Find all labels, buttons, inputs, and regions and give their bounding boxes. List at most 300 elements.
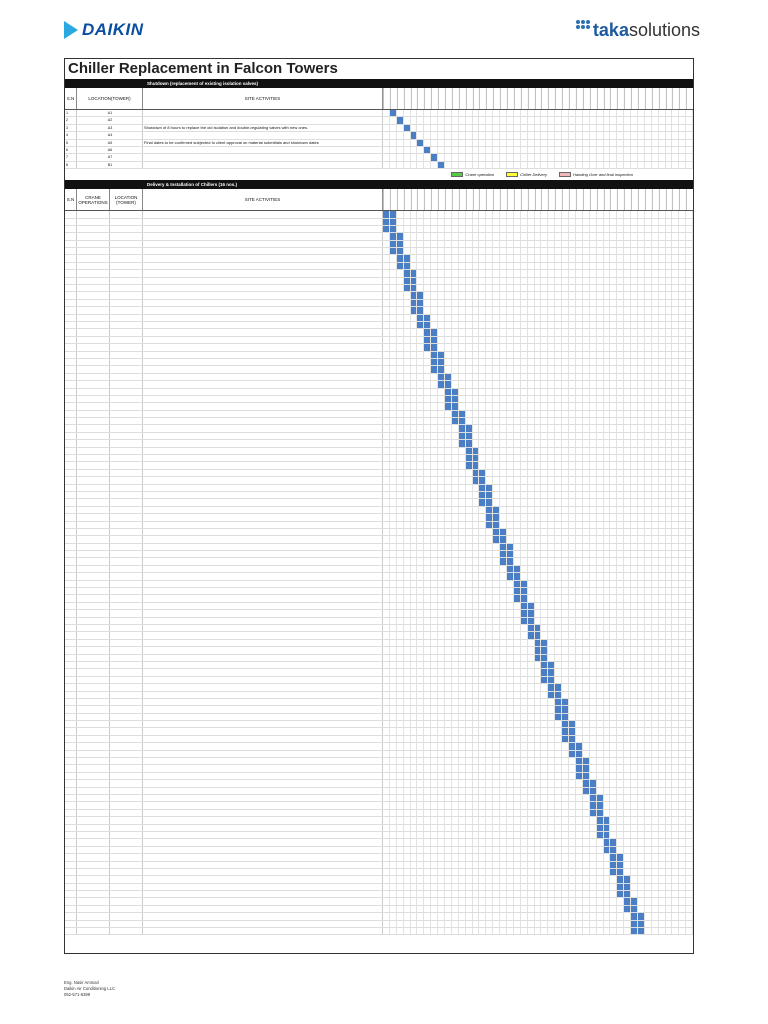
gantt-cell — [610, 795, 617, 801]
gantt-cell — [417, 492, 424, 498]
gantt-cell — [583, 270, 590, 276]
gantt-cell — [562, 270, 569, 276]
gantt-cell — [424, 743, 431, 749]
gantt-cell — [659, 581, 666, 587]
cell-sn — [65, 618, 77, 624]
cell-crane — [77, 352, 110, 358]
cell-act — [143, 359, 383, 365]
gantt-cell — [652, 647, 659, 653]
gantt-cell — [417, 662, 424, 668]
gantt-cell — [562, 795, 569, 801]
gantt-cell — [652, 278, 659, 284]
gantt-cell — [666, 418, 673, 424]
gantt-cell — [590, 765, 597, 771]
table-row — [65, 418, 693, 425]
gantt-cell — [624, 728, 631, 734]
gantt-cell — [645, 773, 652, 779]
gantt-cell — [610, 522, 617, 528]
gantt-cell — [624, 529, 631, 535]
gantt-cell — [652, 344, 659, 350]
gantt-cell — [493, 706, 500, 712]
gantt-cell — [672, 403, 679, 409]
gantt-cell — [417, 132, 424, 138]
gantt-cell — [604, 440, 611, 446]
gantt-cell — [645, 359, 652, 365]
gantt-cell — [486, 714, 493, 720]
gantt-cell — [686, 728, 693, 734]
table-row — [65, 344, 693, 351]
gantt-cell — [397, 241, 404, 247]
gantt-cell — [390, 817, 397, 823]
gantt-cell — [438, 462, 445, 468]
gantt-cell — [666, 433, 673, 439]
table-row — [65, 477, 693, 484]
gantt-cell — [514, 603, 521, 609]
table-row — [65, 529, 693, 536]
gantt-cell — [445, 625, 452, 631]
gantt-cell — [659, 499, 666, 505]
gantt-cell — [535, 839, 542, 845]
cell-act — [143, 728, 383, 734]
gantt-cell — [431, 300, 438, 306]
gantt-cell — [562, 536, 569, 542]
gantt-cell — [666, 411, 673, 417]
gantt-cell — [411, 241, 418, 247]
gantt-cell — [597, 270, 604, 276]
gantt-cell — [411, 714, 418, 720]
gantt-cell — [466, 418, 473, 424]
gantt-cell — [624, 211, 631, 217]
gantt-cell — [583, 751, 590, 757]
taka-dots-icon — [576, 20, 590, 29]
gantt-cell — [583, 448, 590, 454]
gantt-cell — [452, 359, 459, 365]
table-row — [65, 499, 693, 506]
gantt-cell — [390, 117, 397, 123]
gantt-cell — [638, 832, 645, 838]
gantt-cell — [528, 477, 535, 483]
gantt-cell — [686, 684, 693, 690]
gantt-cell — [645, 647, 652, 653]
gantt-cell — [555, 706, 562, 712]
gantt-cell — [479, 581, 486, 587]
gantt-cell — [535, 854, 542, 860]
gantt-cell — [610, 147, 617, 153]
gantt-cell — [576, 765, 583, 771]
gantt-cell — [604, 692, 611, 698]
gantt-cell — [541, 632, 548, 638]
gantt-cell — [452, 677, 459, 683]
gantt-cell — [507, 825, 514, 831]
gantt-cell — [604, 743, 611, 749]
gantt-cell — [679, 485, 686, 491]
gantt-cell — [417, 810, 424, 816]
gantt-cell — [514, 292, 521, 298]
gantt-cell — [411, 352, 418, 358]
gantt-cell — [397, 226, 404, 232]
gantt-cell — [479, 566, 486, 572]
gantt-cell — [562, 522, 569, 528]
gantt-cell — [500, 278, 507, 284]
gantt-cell — [459, 425, 466, 431]
gantt-cell — [541, 389, 548, 395]
gantt-cell — [445, 603, 452, 609]
gantt-cell — [383, 359, 390, 365]
gantt-cell — [528, 743, 535, 749]
gantt-cell — [645, 780, 652, 786]
gantt-cell — [555, 839, 562, 845]
row-location: A6 — [77, 147, 143, 153]
gantt-cell — [666, 847, 673, 853]
gantt-cell — [535, 765, 542, 771]
gantt-cell — [397, 285, 404, 291]
gantt-cell — [390, 132, 397, 138]
gantt-cell — [507, 110, 514, 116]
gantt-cell — [686, 581, 693, 587]
gantt-cell — [493, 677, 500, 683]
gantt-cell — [424, 125, 431, 131]
gantt-cell — [624, 110, 631, 116]
gantt-cell — [514, 507, 521, 513]
gantt-cell — [590, 640, 597, 646]
gantt-cell — [431, 669, 438, 675]
gantt-cell — [652, 588, 659, 594]
gantt-cell — [569, 270, 576, 276]
gantt-cell — [424, 278, 431, 284]
gantt-cell — [604, 677, 611, 683]
gantt-cell — [404, 514, 411, 520]
gantt-cell — [666, 492, 673, 498]
table-row — [65, 692, 693, 699]
gantt-cell — [679, 581, 686, 587]
gantt-cell — [493, 669, 500, 675]
gantt-cell — [431, 544, 438, 550]
gantt-cell — [672, 418, 679, 424]
cell-sn — [65, 329, 77, 335]
gantt-cell — [624, 147, 631, 153]
gantt-cell — [569, 603, 576, 609]
gantt-cell — [576, 684, 583, 690]
cell-act — [143, 233, 383, 239]
gantt-cell — [672, 147, 679, 153]
gantt-cell — [479, 396, 486, 402]
gantt-cell — [452, 817, 459, 823]
gantt-cell — [528, 588, 535, 594]
gantt-cell — [411, 322, 418, 328]
gantt-cell — [541, 847, 548, 853]
gantt-cell — [617, 603, 624, 609]
gantt-cell — [383, 470, 390, 476]
gantt-cell — [459, 374, 466, 380]
gantt-cell — [597, 618, 604, 624]
gantt-cell — [535, 677, 542, 683]
row-sn: 6 — [65, 147, 77, 153]
gantt-cell — [631, 462, 638, 468]
gantt-cell — [397, 425, 404, 431]
gantt-cell — [645, 603, 652, 609]
gantt-cell — [659, 610, 666, 616]
gantt-cell — [431, 411, 438, 417]
gantt-cell — [562, 839, 569, 845]
gantt-cell — [404, 662, 411, 668]
gantt-cell — [452, 307, 459, 313]
gantt-cell — [500, 706, 507, 712]
gantt-cell — [672, 684, 679, 690]
gantt-cell — [617, 507, 624, 513]
gantt-cell — [473, 329, 480, 335]
gantt-cell — [666, 389, 673, 395]
gantt-cell — [604, 425, 611, 431]
gantt-cell — [535, 411, 542, 417]
gantt-cell — [679, 154, 686, 160]
gantt-cell — [638, 655, 645, 661]
gantt-cell — [617, 692, 624, 698]
cell-loc — [110, 255, 143, 261]
gantt-cell — [466, 147, 473, 153]
gantt-cell — [597, 832, 604, 838]
gantt-cell — [679, 307, 686, 313]
gantt-cell — [404, 418, 411, 424]
gantt-cell — [604, 233, 611, 239]
gantt-cell — [576, 699, 583, 705]
table-row — [65, 300, 693, 307]
gantt-cell — [479, 536, 486, 542]
gantt-cell — [672, 140, 679, 146]
gantt-cell — [659, 507, 666, 513]
gantt-cell — [438, 647, 445, 653]
table-row — [65, 825, 693, 832]
gantt-cell — [617, 595, 624, 601]
gantt-cell — [610, 758, 617, 764]
cell-crane — [77, 285, 110, 291]
gantt-cell — [652, 839, 659, 845]
table-row — [65, 403, 693, 410]
gantt-cell — [617, 307, 624, 313]
cell-act — [143, 226, 383, 232]
gantt-cell — [411, 588, 418, 594]
gantt-cell — [645, 743, 652, 749]
gantt-cell — [604, 462, 611, 468]
gantt-cell — [631, 544, 638, 550]
table-row — [65, 507, 693, 514]
gantt-cell — [397, 147, 404, 153]
gantt-cell — [548, 117, 555, 123]
row-location: A4 — [77, 132, 143, 138]
gantt-cell — [424, 315, 431, 321]
gantt-cell — [624, 292, 631, 298]
row-sn: 5 — [65, 140, 77, 146]
gantt-cell — [610, 270, 617, 276]
gantt-cell — [590, 292, 597, 298]
gantt-cell — [459, 396, 466, 402]
gantt-cell — [610, 544, 617, 550]
gantt-cell — [514, 677, 521, 683]
gantt-cell — [672, 728, 679, 734]
gantt-cell — [672, 455, 679, 461]
gantt-cell — [383, 440, 390, 446]
date-col — [597, 189, 604, 210]
gantt-cell — [631, 558, 638, 564]
gantt-cell — [617, 359, 624, 365]
cell-sn — [65, 588, 77, 594]
gantt-cell — [631, 788, 638, 794]
gantt-cell — [466, 825, 473, 831]
gantt-cell — [466, 241, 473, 247]
gantt-cell — [390, 780, 397, 786]
gantt-cell — [404, 485, 411, 491]
gantt-cell — [631, 470, 638, 476]
gantt-cell — [604, 315, 611, 321]
row-gantt — [383, 278, 693, 284]
gantt-cell — [590, 662, 597, 668]
gantt-cell — [438, 278, 445, 284]
gantt-cell — [617, 758, 624, 764]
gantt-cell — [686, 211, 693, 217]
cell-act — [143, 292, 383, 298]
gantt-cell — [659, 154, 666, 160]
gantt-cell — [569, 817, 576, 823]
gantt-cell — [390, 418, 397, 424]
gantt-cell — [617, 470, 624, 476]
gantt-cell — [438, 669, 445, 675]
gantt-cell — [459, 315, 466, 321]
gantt-cell — [541, 125, 548, 131]
gantt-cell — [583, 219, 590, 225]
gantt-cell — [493, 788, 500, 794]
gantt-cell — [528, 825, 535, 831]
table-row — [65, 699, 693, 706]
gantt-cell — [466, 125, 473, 131]
gantt-cell — [652, 329, 659, 335]
gantt-cell — [383, 699, 390, 705]
gantt-cell — [493, 736, 500, 742]
gantt-cell — [666, 573, 673, 579]
gantt-cell — [666, 706, 673, 712]
gantt-cell — [411, 677, 418, 683]
gantt-cell — [541, 374, 548, 380]
date-col — [514, 189, 521, 210]
gantt-cell — [411, 566, 418, 572]
gantt-cell — [597, 455, 604, 461]
gantt-cell — [424, 477, 431, 483]
date-col — [397, 88, 404, 109]
row-sn: 7 — [65, 154, 77, 160]
gantt-cell — [521, 154, 528, 160]
gantt-cell — [672, 721, 679, 727]
gantt-cell — [417, 677, 424, 683]
row-gantt — [383, 381, 693, 387]
gantt-cell — [562, 307, 569, 313]
gantt-cell — [424, 684, 431, 690]
gantt-cell — [479, 669, 486, 675]
gantt-cell — [452, 448, 459, 454]
gantt-cell — [466, 640, 473, 646]
gantt-cell — [562, 847, 569, 853]
gantt-cell — [424, 647, 431, 653]
row-gantt — [383, 677, 693, 683]
gantt-cell — [576, 536, 583, 542]
row-gantt — [383, 285, 693, 291]
gantt-cell — [438, 595, 445, 601]
gantt-cell — [411, 810, 418, 816]
cell-sn — [65, 263, 77, 269]
row-gantt — [383, 241, 693, 247]
gantt-cell — [535, 669, 542, 675]
gantt-cell — [597, 714, 604, 720]
gantt-cell — [610, 618, 617, 624]
gantt-cell — [672, 551, 679, 557]
gantt-cell — [486, 514, 493, 520]
gantt-cell — [548, 522, 555, 528]
gantt-cell — [679, 433, 686, 439]
row-location: A5 — [77, 140, 143, 146]
gantt-cell — [438, 263, 445, 269]
row-gantt — [383, 455, 693, 461]
gantt-cell — [659, 618, 666, 624]
gantt-cell — [541, 588, 548, 594]
gantt-cell — [659, 788, 666, 794]
gantt-cell — [493, 795, 500, 801]
gantt-cell — [473, 610, 480, 616]
gantt-cell — [424, 832, 431, 838]
gantt-cell — [404, 618, 411, 624]
gantt-cell — [521, 632, 528, 638]
gantt-cell — [493, 514, 500, 520]
gantt-cell — [610, 817, 617, 823]
row-location: A7 — [77, 154, 143, 160]
gantt-cell — [459, 817, 466, 823]
gantt-cell — [424, 300, 431, 306]
gantt-cell — [411, 522, 418, 528]
gantt-cell — [624, 477, 631, 483]
gantt-cell — [411, 462, 418, 468]
gantt-cell — [541, 625, 548, 631]
gantt-cell — [541, 315, 548, 321]
gantt-cell — [397, 300, 404, 306]
gantt-cell — [473, 743, 480, 749]
gantt-cell — [583, 418, 590, 424]
gantt-cell — [604, 514, 611, 520]
gantt-cell — [424, 263, 431, 269]
gantt-cell — [597, 514, 604, 520]
gantt-cell — [424, 632, 431, 638]
gantt-cell — [514, 758, 521, 764]
gantt-cell — [548, 403, 555, 409]
gantt-cell — [493, 566, 500, 572]
gantt-cell — [521, 307, 528, 313]
gantt-cell — [535, 743, 542, 749]
gantt-cell — [548, 263, 555, 269]
gantt-cell — [541, 396, 548, 402]
gantt-cell — [486, 499, 493, 505]
gantt-cell — [624, 329, 631, 335]
gantt-cell — [638, 817, 645, 823]
gantt-cell — [528, 573, 535, 579]
gantt-cell — [514, 322, 521, 328]
gantt-cell — [404, 669, 411, 675]
gantt-cell — [528, 669, 535, 675]
row-gantt — [383, 132, 693, 138]
cell-crane — [77, 536, 110, 542]
gantt-cell — [486, 625, 493, 631]
gantt-cell — [411, 507, 418, 513]
gantt-cell — [548, 514, 555, 520]
gantt-cell — [473, 507, 480, 513]
gantt-cell — [562, 396, 569, 402]
gantt-cell — [555, 278, 562, 284]
gantt-cell — [631, 566, 638, 572]
date-col — [645, 88, 652, 109]
